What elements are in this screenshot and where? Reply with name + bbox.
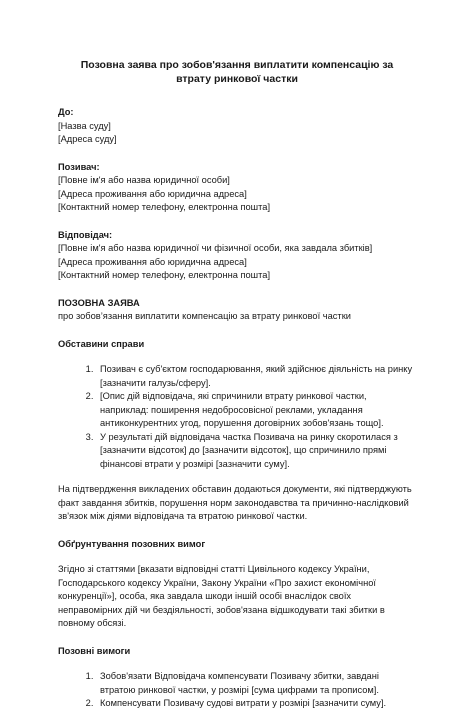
defendant-label: Відповідач: <box>58 229 113 240</box>
list-item: 2. [Опис дій відповідача, які спричинили втрату ринкової частки, наприклад: поширення недобросовісної реклами, укладання антиконкурентних угод, порушення договірних зобов'язань тощо]. <box>96 390 416 431</box>
demands-list <box>58 670 416 711</box>
plaintiff-name: [Повне ім'я або назва юридичної особи] <box>58 175 230 185</box>
list-item: 2. Компенсувати Позивачу судові витрати у розмірі [зазначити суму]. <box>96 697 416 711</box>
list-item: 1. Позивач є суб'єктом господарювання, який здійснює діяльність на ринку [зазначити галузь/сферу]. <box>96 363 416 390</box>
defendant-block <box>58 229 416 283</box>
document-title: Позовна заява про зобов'язання виплатити компенсацію за втрату ринкової частки <box>80 59 394 85</box>
demands-heading: Позовні вимоги <box>58 645 131 656</box>
list-item: 3. У результаті дій відповідача частка Позивача на ринку скоротилася з [зазначити відсоток] до [зазначити відсоток], що спричинило прямі фінансові втрати у розмірі [зазначити суму]. <box>96 431 416 472</box>
court-name: [Назва суду] <box>58 120 111 131</box>
claim-subheading: про зобов’язання виплатити компенсацію за втрату ринкової частки <box>58 311 351 321</box>
circumstances-heading: Обставини справи <box>58 338 145 349</box>
grounds-paragraph: Згідно зі статтями [вказати відповідні статті Цивільного кодексу України, Господарського кодексу України, Закону України «Про захист економічної конкуренції»], особа, яка завдала шкоди іншій особі внаслідок своїх неправомірних дій чи бездіяльності, зобов'язана відшкодувати такі збитки в повному обсязі. <box>58 564 385 628</box>
claim-heading: ПОЗОВНА ЗАЯВА <box>58 297 140 308</box>
to-block <box>58 106 416 147</box>
defendant-name: [Повне ім'я або назва юридичної чи фізичної особи, яка завдала збитків] <box>58 243 373 253</box>
court-address: [Адреса суду] <box>58 134 117 144</box>
defendant-address: [Адреса проживання або юридична адреса] <box>58 256 247 267</box>
grounds-heading: Обґрунтування позовних вимог <box>58 538 206 549</box>
list-item: 1. Зобов'язати Відповідача компенсувати Позивачу збитки, завдані втратою ринкової частки, у розмірі [сума цифрами та прописом]. <box>96 670 416 697</box>
defendant-contact: [Контактний номер телефону, електронна пошта] <box>58 270 271 280</box>
claim-heading-block <box>58 297 416 324</box>
circumstances-paragraph: На підтвердження викладених обставин додаються документи, які підтверджують факт завдання збитків, порушення норм законодавства та причинно-наслідковий зв'язок між діями відповідача та втратою ринкової частки. <box>58 484 412 521</box>
plaintiff-address: [Адреса проживання або юридична адреса] <box>58 188 247 199</box>
to-label: До: <box>58 107 74 117</box>
plaintiff-contact: [Контактний номер телефону, електронна пошта] <box>58 202 271 212</box>
plaintiff-label: Позивач: <box>58 161 100 172</box>
plaintiff-block <box>58 161 416 215</box>
circumstances-list <box>58 363 416 471</box>
